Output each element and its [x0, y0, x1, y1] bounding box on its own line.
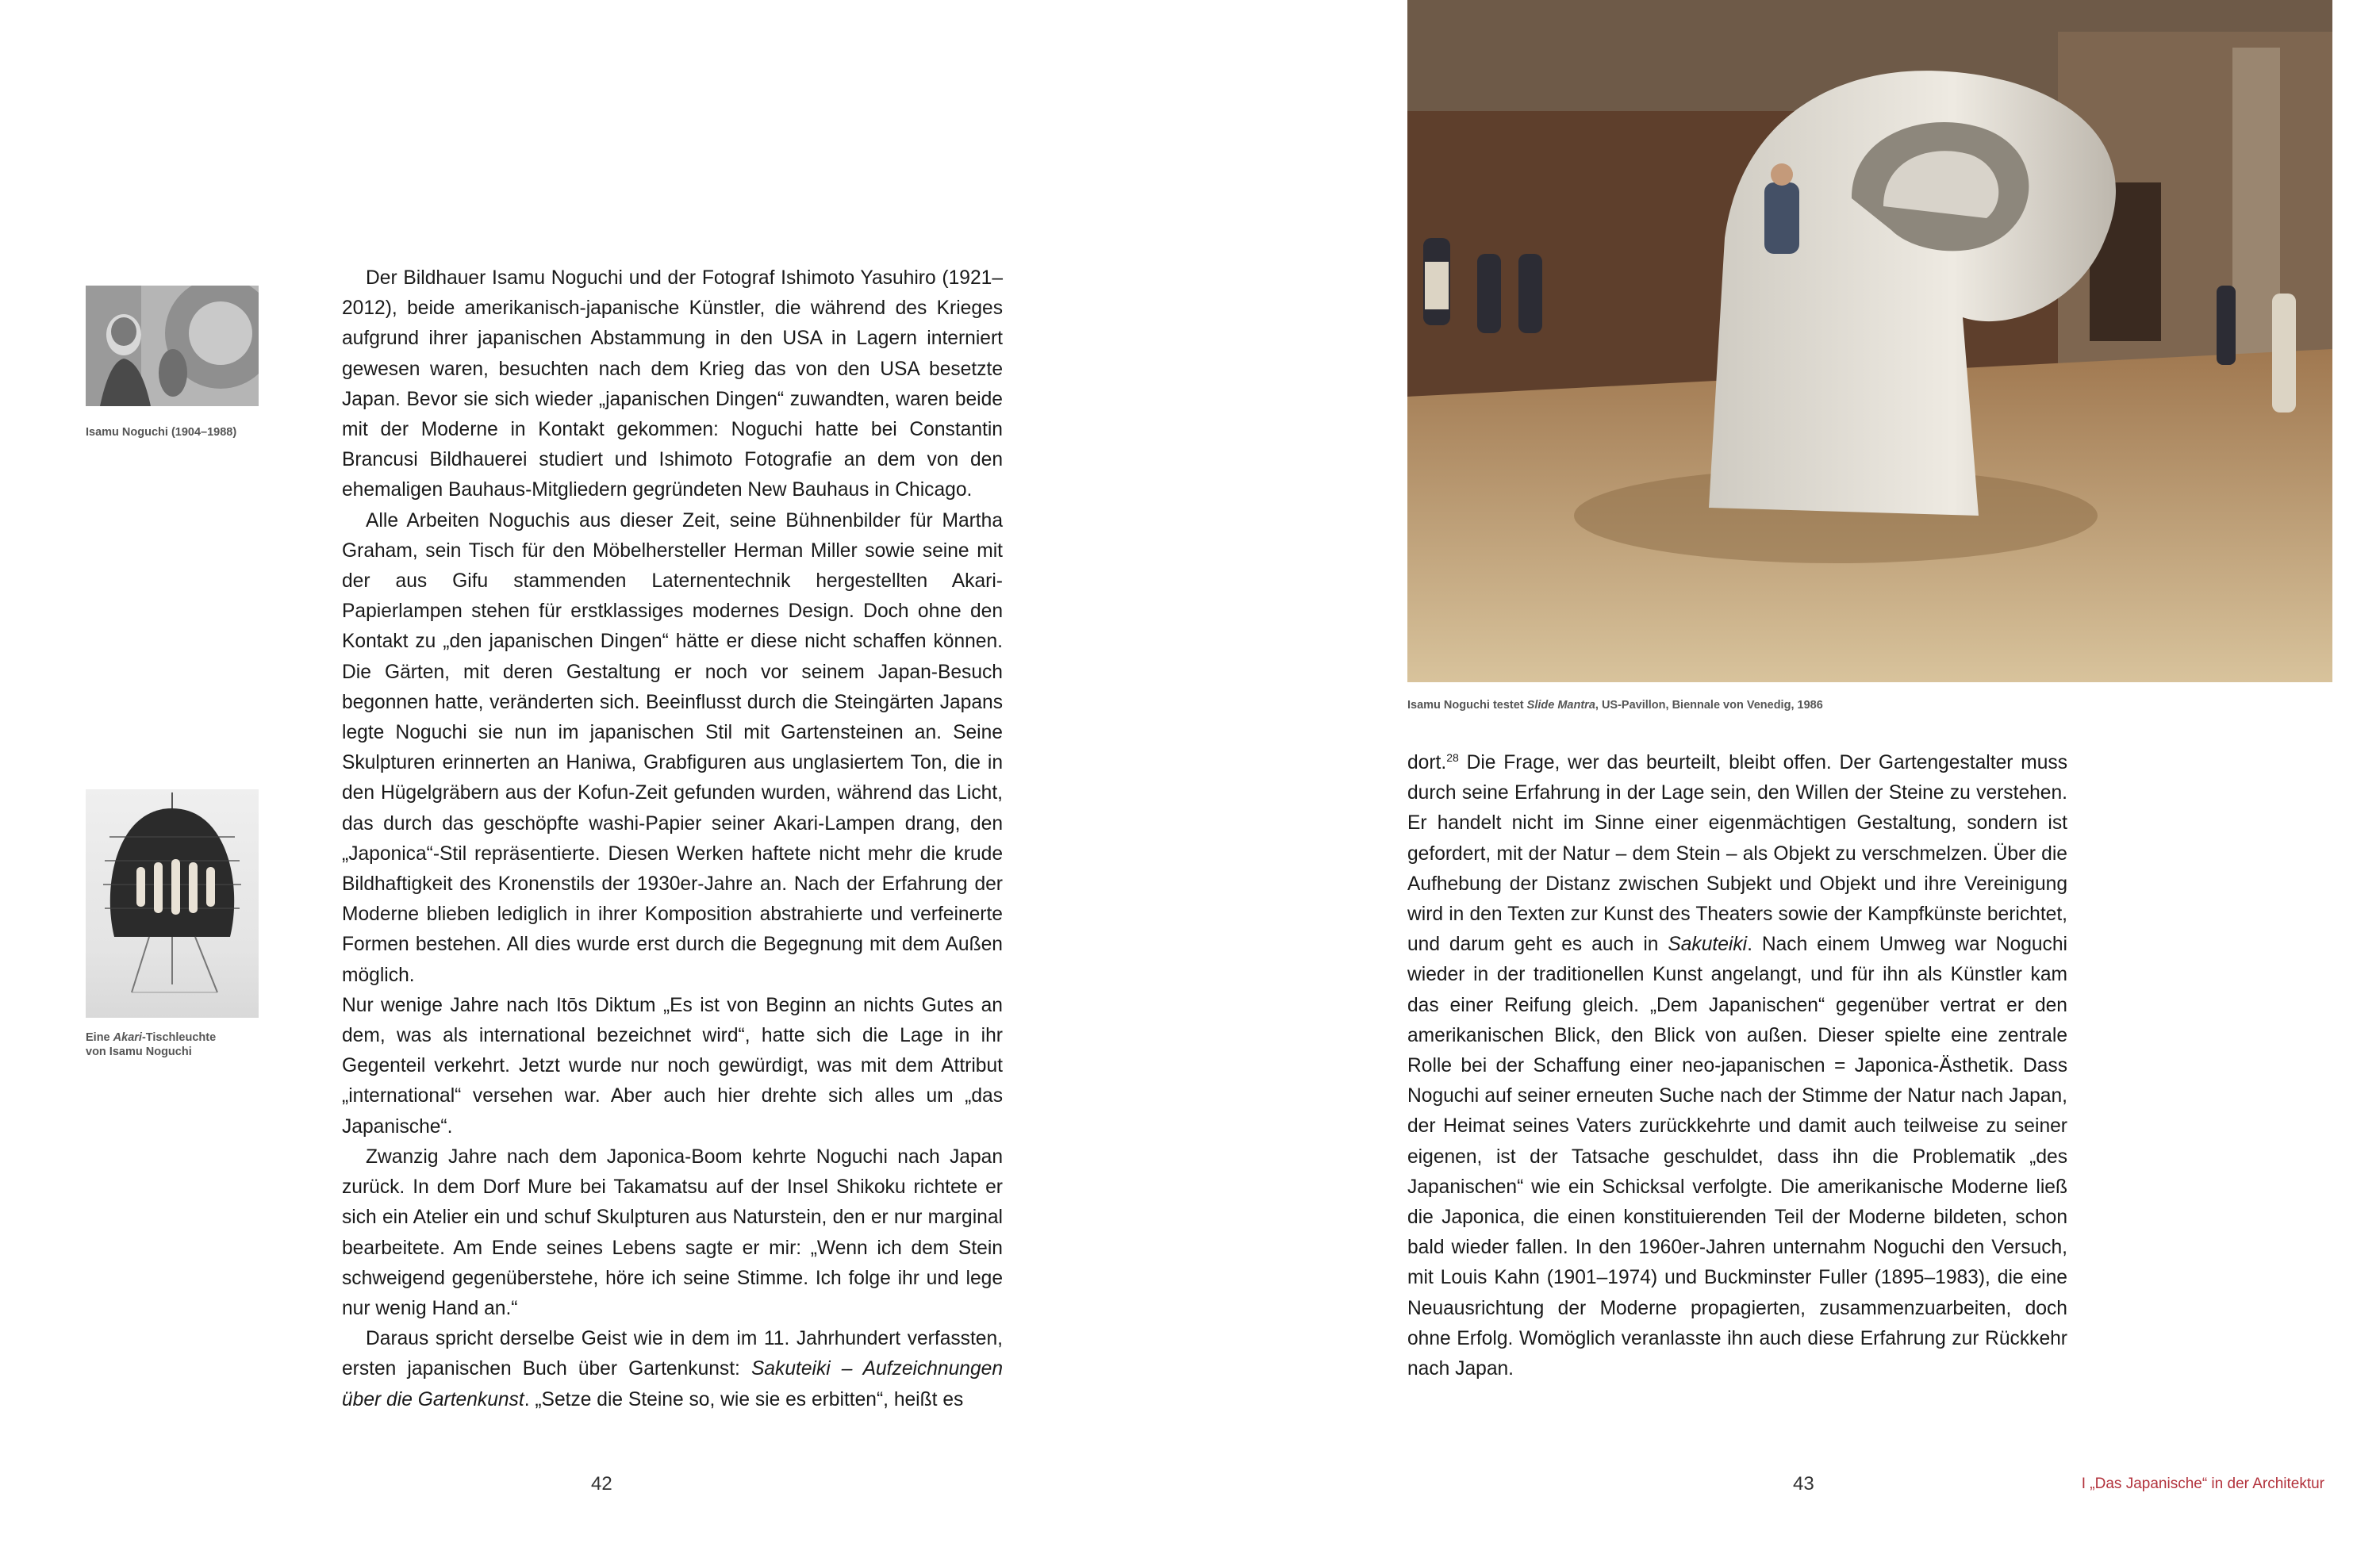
left-page-number: 42 [591, 1473, 612, 1495]
right-body-text [1407, 748, 2067, 1384]
akari-caption-em: Akari [113, 1031, 142, 1044]
footnote-ref-28: 28 [1446, 750, 1459, 764]
slide-caption-em: Slide Mantra [1526, 699, 1595, 712]
akari-caption-line2: von Isamu Noguchi [86, 1046, 192, 1058]
slide-caption-pre: Isamu Noguchi testet [1407, 699, 1527, 712]
slide-mantra-caption [1407, 698, 1823, 712]
left-body-text [342, 263, 1003, 1415]
akari-caption-post: -Tischleuchte [141, 1031, 217, 1044]
right-p1-b: Die Frage, wer das beurteilt, bleibt offen. Der Gartengestalter muss durch seine Erfahrung in der Lage sein, den Willen der Steine zu verstehen. Er handelt nicht im Sinne einer eigenmächtigen Gestaltung, sondern ist gefordert, mit der Natur – dem Stein – als Objekt zu verschmelzen. Über die Aufhebung der Distanz zwischen Subjekt und Objekt und ihre Vereinigung wird in den Texten zur Kunst des Theaters sowie der Kampfkünste berichtet, und darum geht es auch in [1407, 752, 2067, 956]
right-paragraph-1 [1407, 748, 2067, 1384]
noguchi-portrait-image [86, 286, 259, 406]
left-p5-b: . „Setze die Steine so, wie sie es erbitten“, heißt es [524, 1388, 964, 1410]
akari-caption-pre: Eine [86, 1031, 113, 1044]
noguchi-portrait-photo [86, 286, 259, 406]
slide-mantra-image [1407, 0, 2332, 682]
left-paragraph-2: Alle Arbeiten Noguchis aus dieser Zeit, seine Bühnenbilder für Martha Graham, sein Tisch für den Möbelhersteller Herman Miller sowie seine mit der aus Gifu stammenden Laternentechnik hergestellten Akari-Papierlampen stehen für erstklassiges modernes Design. Doch ohne den Kontakt zu „den japanischen Dingen“ hätte er diese nicht schaffen können. Die Gärten, mit deren Gestaltung er noch vor seinem Japan-Besuch begonnen hatte, veränderten sich. Beeinflusst durch die Steingärten Japans legte Noguchi sie nun im japanischen Stil mit Gartensteinen an. Seine Skulpturen erinnerten an Haniwa, Grabfiguren aus unglasiertem Ton, die in den Hügelgräbern aus der Kofun-Zeit gefunden wurden, während das Licht, das durch das geschöpfte washi-Papier seiner Akari-Lampen drang, den „Japonica“-Stil repräsentierte. Diesen Werken haftete nicht mehr die krude Bildhaftigkeit des Kronenstils der 1930er-Jahre an. Nach der Erfahrung der Moderne blieben lediglich in ihrer Komposition abstrahierte und verfeinerte Formen bestehen. All dies wurde erst durch die Begegnung mit dem Außen möglich. [342, 509, 1003, 986]
left-p5-em: Sakuteiki – Aufzeichnungen über die Gartenkunst [342, 1358, 1003, 1410]
right-p1-c: . Nach einem Umweg war Noguchi wieder in der traditionellen Kunst angelangt, und für ihn als Künstler kam das einer Reifung gleich. „Dem Japanischen“ gegenüber vertrat er den amerikanischen Blick, den Blick von außen. Dieser spielte eine zentrale Rolle bei der Schaffung einer neo-japanischen = Japonica-Ästhetik. Dass Noguchi auf seiner erneuten Suche nach der Stimme der Natur nach Japan, der Heimat seines Vaters zurückkehrte und damit auch teilweise zu seiner eigenen, ist der Tatsache geschuldet, dass ihn die Problematik „des Japanischen“ wie ein Schicksal verfolgte. Die amerikanische Moderne ließ die Japonica, die einen konstituierenden Teil der Moderne bildeten, schon bald wieder fallen. In den 1960er-Jahren unternahm Noguchi den Versuch, mit Louis Kahn (1901–1974) und Buckminster Fuller (1895–1983), die eine Neuausrichtung der Moderne propagierten, zusammenzuarbeiten, doch ohne Erfolg. Womöglich veranlasste ihn auch diese Erfahrung zur Rückkehr nach Japan. [1407, 934, 2067, 1380]
slide-caption-post: , US-Pavillon, Biennale von Venedig, 1986 [1595, 699, 1823, 712]
noguchi-portrait-caption: Isamu Noguchi (1904–1988) [86, 426, 237, 439]
right-p1-a: dort. [1407, 752, 1447, 773]
akari-lamp-photo [86, 789, 259, 1018]
left-paragraph-5 [342, 1324, 1003, 1415]
right-page-number: 43 [1793, 1473, 1814, 1495]
left-paragraph-1: Der Bildhauer Isamu Noguchi und der Fotograf Ishimoto Yasuhiro (1921–2012), beide amerikanisch-japanische Künstler, die während des Krieges aufgrund ihrer japanischen Abstammung in den USA in Lagern interniert gewesen waren, besuchten nach dem Krieg das von den USA besetzte Japan. Bevor sie sich wieder „japanischen Dingen“ zuwandten, waren beide mit der Moderne in Kontakt gekommen: Noguchi hatte bei Constantin Brancusi Bildhauerei studiert und Ishimoto Fotografie an dem von den ehemaligen Bauhaus-Mitgliedern gegründeten New Bauhaus in Chicago. [342, 267, 1003, 501]
slide-mantra-photo [1407, 0, 2332, 682]
running-head: I „Das Japanische“ in der Architektur [2081, 1475, 2324, 1492]
right-p1-em: Sakuteiki [1668, 934, 1748, 956]
left-p5-a: Daraus spricht derselbe Geist wie in dem im 11. Jahrhundert verfassten, ersten japanischen Buch über Gartenkunst: [342, 1328, 1003, 1380]
left-paragraph-4: Zwanzig Jahre nach dem Japonica-Boom kehrte Noguchi nach Japan zurück. In dem Dorf Mure bei Takamatsu auf der Insel Shikoku richtete er sich ein Atelier ein und schuf Skulpturen aus Naturstein, den er nur marginal bearbeitete. Am Ende seines Lebens sagte er mir: „Wenn ich dem Stein schweigend gegenüberstehe, höre ich seine Stimme. Ich folge ihr und lege nur wenig Hand an.“ [342, 1145, 1003, 1319]
akari-lamp-caption [86, 1030, 216, 1059]
left-paragraph-3: Nur wenige Jahre nach Itōs Diktum „Es ist von Beginn an nichts Gutes an dem, was als international bezeichnet wird“, hatte sich die Lage in ihr Gegenteil verkehrt. Jetzt wurde nur noch gewürdigt, was mit dem Attribut „international“ versehen war. Aber auch hier drehte sich alles um „das Japanische“. [342, 994, 1003, 1138]
right-page [1190, 0, 2380, 1558]
akari-lamp-image [86, 789, 259, 1018]
